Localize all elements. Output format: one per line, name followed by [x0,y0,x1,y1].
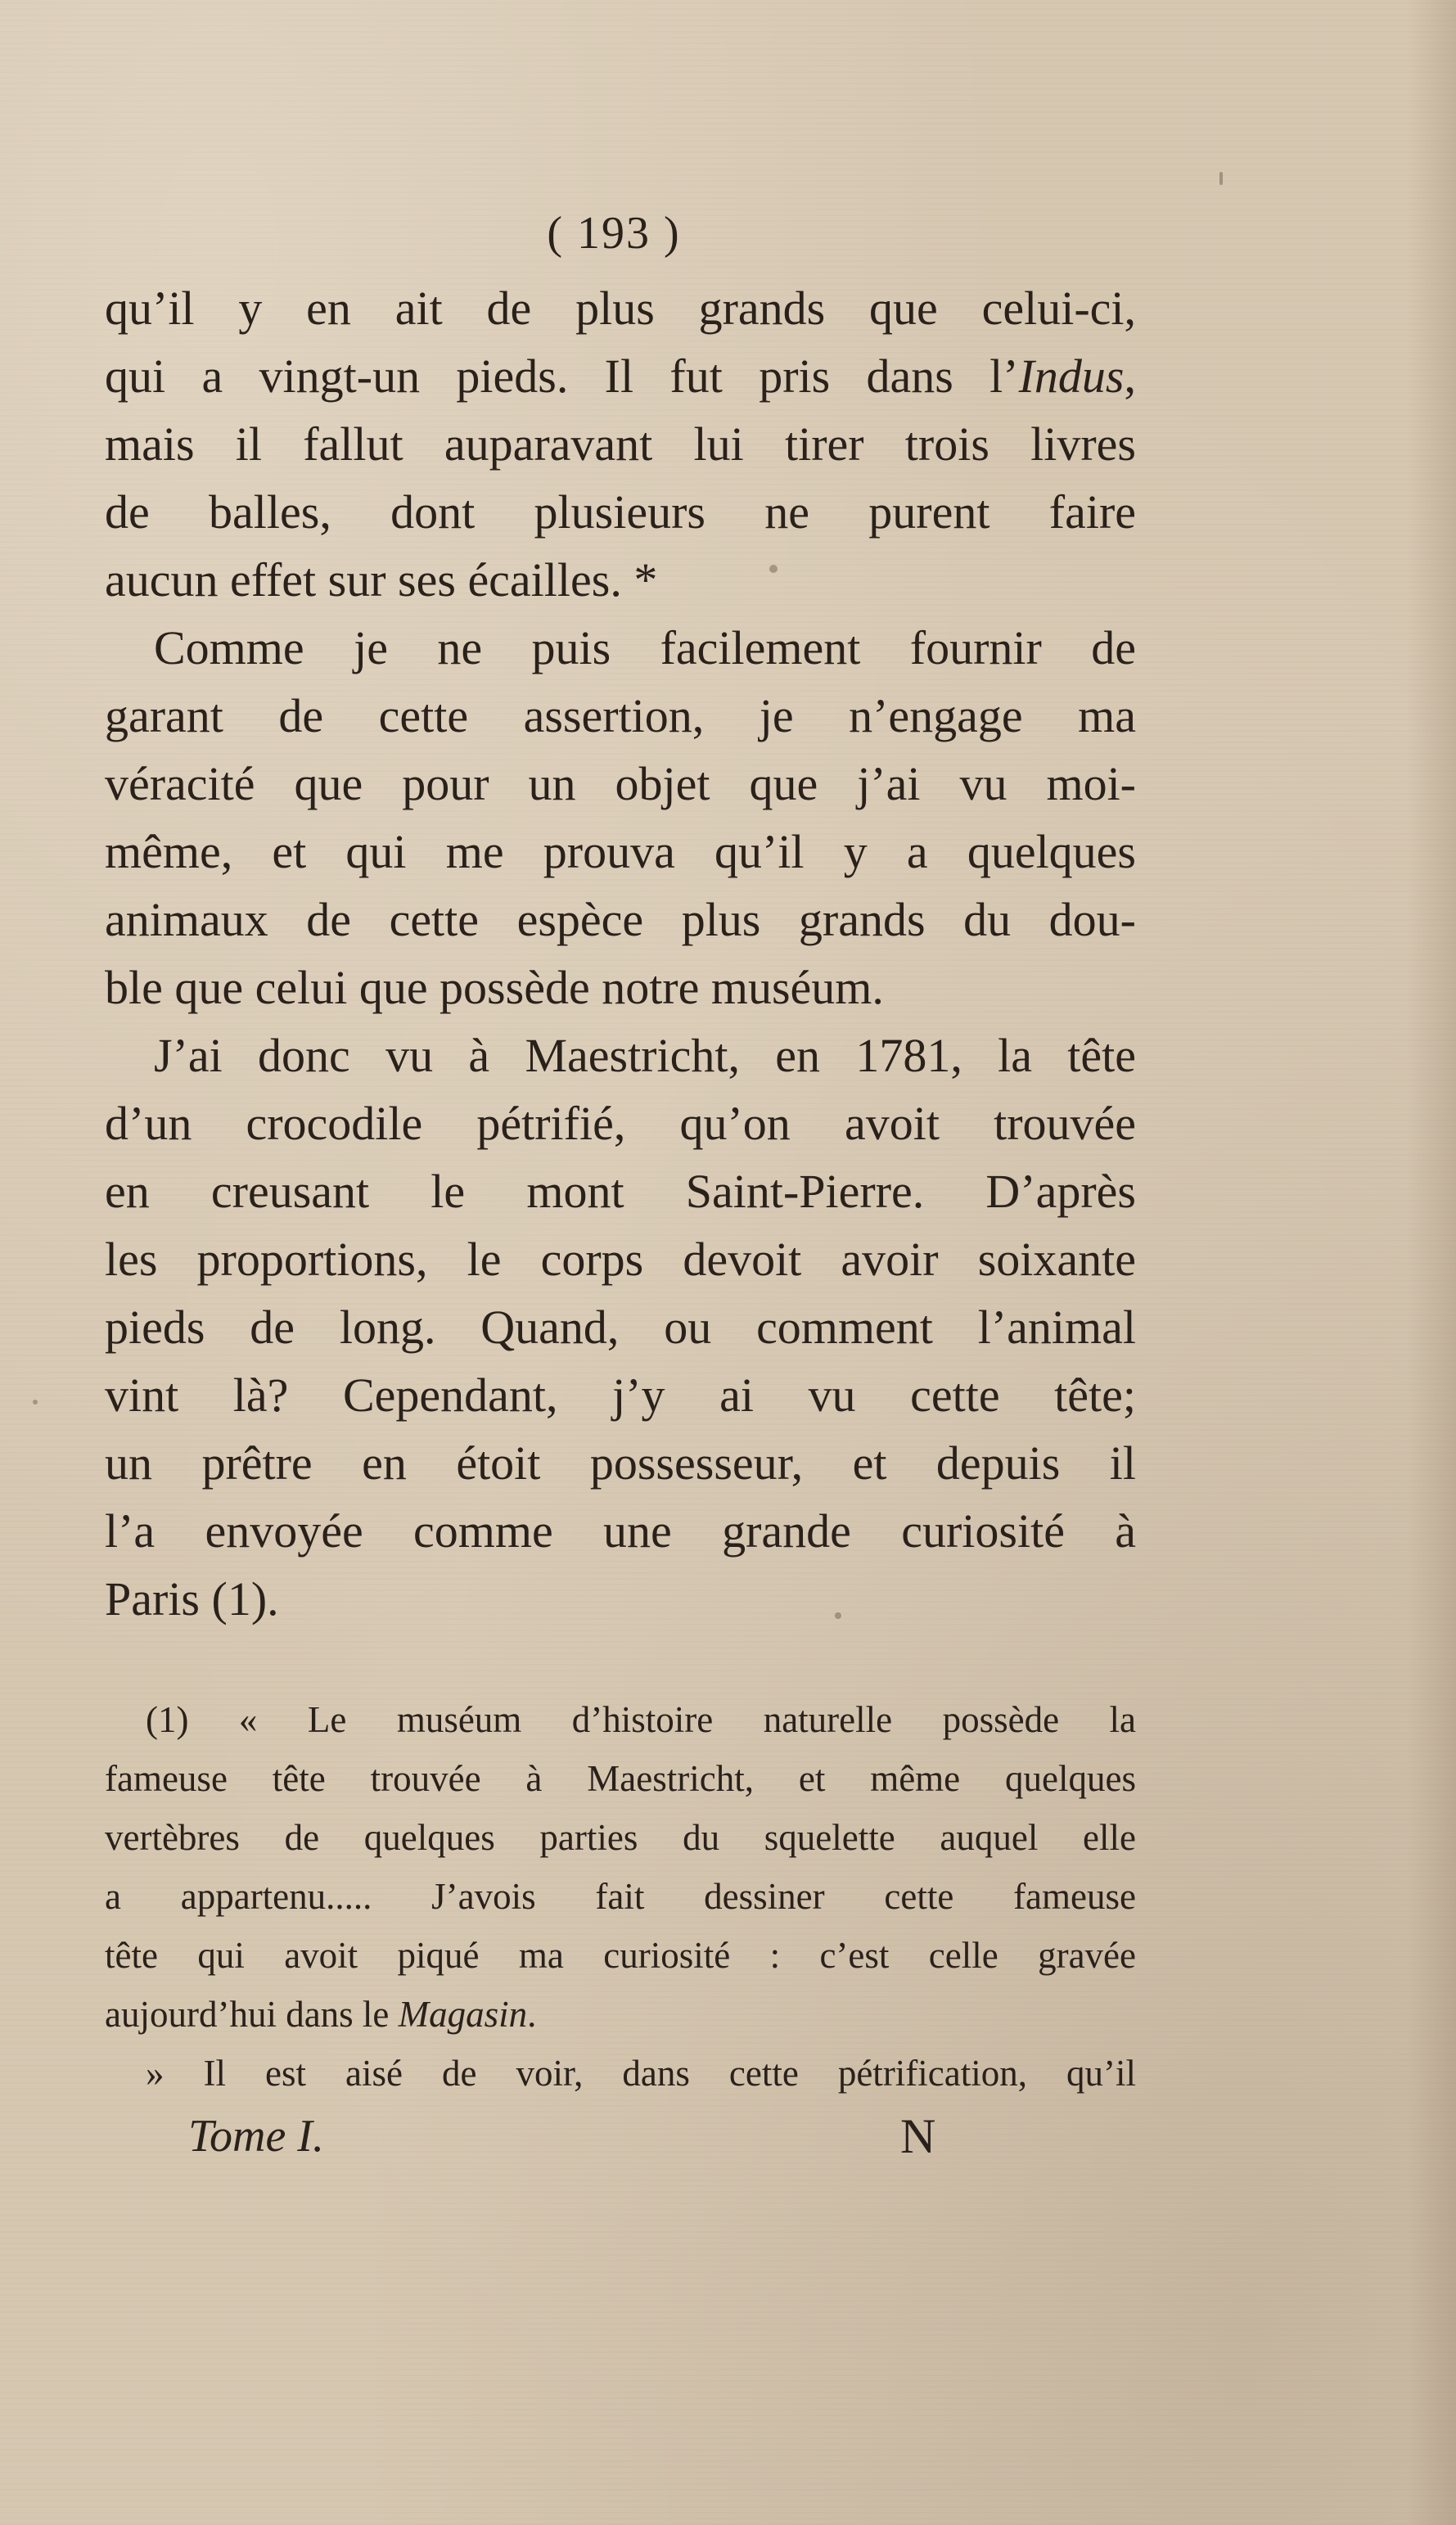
volume-label: Tome I. [188,2111,324,2162]
text-line: même, et qui me prouva qu’il y a quelques [105,825,1136,878]
footnote-line: a appartenu..... J’avois fait dessiner cette fameuse [105,1876,1136,1917]
paragraph-1 [105,274,1136,614]
text-line: J’ai donc vu à Maestricht, en 1781, la tête [154,1029,1136,1082]
text-line: qu’il y en ait de plus grands que celui-ci, [105,282,1136,335]
text-line [105,342,1136,410]
text-span: qui a vingt-un pieds. Il fut pris dans l’ [105,349,1019,403]
main-text [105,274,1136,1633]
text-line: d’un crocodile pétrifié, qu’on avoit trouvée [105,1097,1136,1150]
paper-speck [1219,172,1223,185]
paragraph-2 [105,614,1136,1021]
italic-word-magasin: Magasin [398,1994,528,2035]
text-line: véracité que pour un objet que j’ai vu moi- [105,757,1136,810]
text-line: pieds de long. Quand, ou comment l’animal [105,1301,1136,1354]
italic-word-indus: Indus [1018,349,1125,403]
signature-mark: N [900,2109,936,2163]
text-line: en creusant le mont Saint-Pierre. D’après [105,1165,1136,1218]
text-line: un prêtre en étoit possesseur, et depuis il [105,1436,1136,1490]
footnote-line: tête qui avoit piqué ma curiosité : c’est celle gravée [105,1935,1136,1976]
text-line: Comme je ne puis facilement fournir de [154,621,1136,674]
text-span: aujourd’hui dans le [105,1994,390,2035]
footnote-line: (1) « Le muséum d’histoire naturelle possède la [146,1699,1136,1740]
paper-speck [33,1400,38,1405]
footnote-line: fameuse tête trouvée à Maestricht, et même quelques [105,1758,1136,1799]
text-line: Paris (1). [105,1572,279,1625]
text-line: aucun effet sur ses écailles. * [105,553,658,606]
paragraph-3 [105,1021,1136,1633]
text-line: garant de cette assertion, je n’engage ma [105,689,1136,742]
text-line: mais il fallut auparavant lui tirer trois livres [105,417,1136,471]
paper-speck [769,565,778,573]
footnote-line: vertèbres de quelques parties du squelette auquel elle [105,1817,1136,1858]
page-number: ( 193 ) [547,208,681,259]
text-line: de balles, dont plusieurs ne purent faire [105,485,1136,539]
text-span: . [527,1994,537,2035]
text-span: , [1124,349,1136,403]
page-edge-shadow [1407,0,1456,2525]
text-line: ble que celui que possède notre muséum. [105,961,884,1014]
footnote-line: » Il est aisé de voir, dans cette pétrification, qu’il [146,2053,1136,2094]
paper-speck [835,1612,841,1619]
footnote [105,1690,1136,2103]
signature-line [188,2108,966,2165]
text-line: vint là? Cependant, j’y ai vu cette tête; [105,1368,1136,1422]
footnote-line [105,1985,1136,2044]
text-line: les proportions, le corps devoit avoir soixante [105,1233,1136,1286]
text-line: l’a envoyée comme une grande curiosité à [105,1504,1136,1558]
text-line: animaux de cette espèce plus grands du dou- [105,893,1136,946]
